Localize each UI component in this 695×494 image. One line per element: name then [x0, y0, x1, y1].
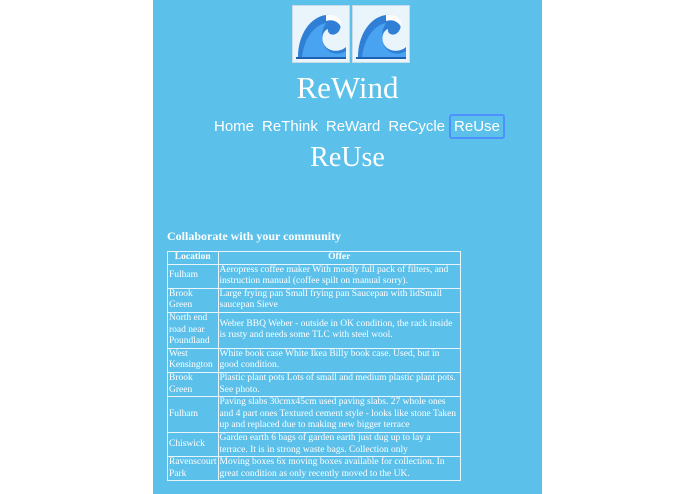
- offers-table: [167, 251, 461, 481]
- offer-cell: Moving boxes 6x moving boxes available for collection. In great condition as only recently moved to the UK.: [218, 457, 461, 481]
- nav-recycle[interactable]: ReCycle: [388, 118, 446, 135]
- water-wave-icon: [292, 5, 350, 63]
- location-cell: West Kensington: [168, 348, 219, 372]
- location-cell: Fulham: [168, 397, 219, 433]
- nav-reuse[interactable]: ReUse: [449, 114, 505, 139]
- location-cell: Brook Green: [168, 372, 219, 396]
- location-cell: Chiswick: [168, 432, 219, 456]
- table-header-row: [168, 252, 461, 265]
- offer-cell: Garden earth 6 bags of garden earth just dug up to lay a terrace. It is in strong waste bags. Collection only: [218, 432, 461, 456]
- nav-reward[interactable]: ReWard: [325, 118, 381, 135]
- main-panel: [153, 0, 542, 494]
- table-row: [168, 348, 461, 372]
- water-wave-icon: [352, 5, 410, 63]
- table-row: [168, 457, 461, 481]
- offer-cell: Plastic plant pots Lots of small and medium plastic plant pots. See photo.: [218, 372, 461, 396]
- main-nav: [210, 115, 505, 138]
- site-title: ReWind: [296, 70, 399, 105]
- location-cell: North end road near Poundland: [168, 312, 219, 348]
- column-header-location: Location: [168, 252, 219, 265]
- offer-cell: Paving slabs 30cmx45cm used paving slabs. 27 whole ones and 4 part ones Textured cement style - looks like stone Taken up and replaced due to making new bigger terrace: [218, 397, 461, 433]
- location-cell: Ravenscourt Park: [168, 457, 219, 481]
- nav-rethink[interactable]: ReThink: [262, 118, 318, 135]
- site-logo[interactable]: [292, 5, 410, 63]
- nav-home[interactable]: Home: [214, 118, 255, 135]
- table-row: [168, 372, 461, 396]
- offer-cell: Large frying pan Small frying pan Saucepan with lidSmall saucepan Sieve: [218, 288, 461, 312]
- offer-cell: Aeropress coffee maker With mostly full pack of filters, and instruction manual (coffee spilt on manual sorry).: [218, 264, 461, 288]
- table-row: [168, 432, 461, 456]
- table-row: [168, 264, 461, 288]
- location-cell: Brook Green: [168, 288, 219, 312]
- table-row: [168, 397, 461, 433]
- offer-cell: White book case White Ikea Billy book case. Used, but in good condition.: [218, 348, 461, 372]
- table-row: [168, 312, 461, 348]
- location-cell: Fulham: [168, 264, 219, 288]
- section-title: Collaborate with your community: [167, 229, 342, 243]
- table-row: [168, 288, 461, 312]
- offer-cell: Weber BBQ Weber - outside in OK condition, the rack inside is rusty and needs some TLC with steel wool.: [218, 312, 461, 348]
- column-header-offer: Offer: [218, 252, 461, 265]
- page-title: ReUse: [310, 142, 385, 173]
